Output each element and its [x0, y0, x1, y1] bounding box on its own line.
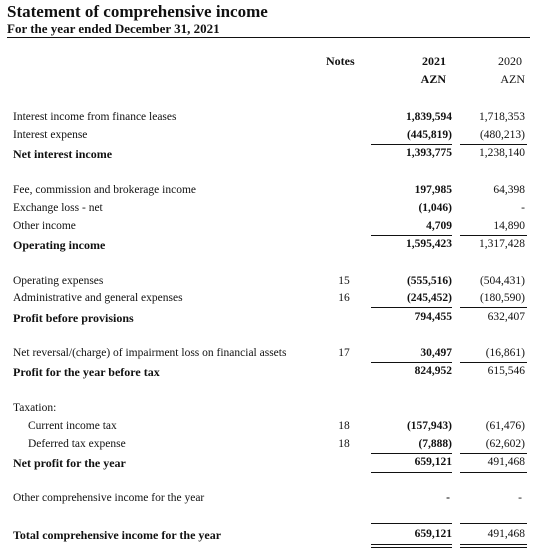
- subtotal-rule: [460, 453, 527, 454]
- total-rule-top: [460, 523, 527, 524]
- note-ref: 17: [338, 347, 350, 359]
- value-2021: (245,452): [406, 292, 452, 304]
- statement-row: [0, 528, 541, 544]
- value-2021: 197,985: [414, 184, 452, 196]
- year-2020-header: 2020: [498, 54, 522, 68]
- note-ref: 15: [338, 275, 350, 287]
- subtotal-rule: [371, 144, 452, 145]
- statement-row: [0, 275, 541, 291]
- row-label: Deferred tax expense: [28, 438, 126, 450]
- value-2021: 30,497: [420, 347, 452, 359]
- subtotal-rule: [460, 235, 527, 236]
- row-label: Interest income from finance leases: [13, 111, 177, 123]
- value-2021: 659,121: [414, 528, 452, 540]
- value-2021: (555,516): [406, 275, 452, 287]
- row-label: Profit for the year before tax: [13, 365, 160, 379]
- value-2020: 491,468: [487, 456, 525, 468]
- double-rule: [460, 544, 527, 545]
- statement-row: [0, 129, 541, 145]
- statement-subtitle: For the year ended December 31, 2021: [7, 21, 220, 36]
- subtotal-rule: [371, 235, 452, 236]
- value-2020: (180,590): [479, 292, 525, 304]
- note-ref: 16: [338, 292, 350, 304]
- statement-row: [0, 402, 541, 418]
- statement-row: [0, 147, 541, 163]
- value-2020: (16,861): [485, 347, 525, 359]
- statement-row: [0, 292, 541, 308]
- notes-column-header: Notes: [326, 54, 355, 68]
- value-2020: -: [518, 492, 522, 504]
- currency-2021-header: AZN: [420, 72, 446, 86]
- statement-row: [0, 184, 541, 200]
- statement-row: [0, 438, 541, 454]
- statement-row: [0, 365, 541, 381]
- double-rule: [371, 544, 452, 545]
- value-2020: 14,890: [493, 220, 525, 232]
- statement-row: [0, 420, 541, 436]
- subtotal-rule: [371, 307, 452, 308]
- value-2020: 1,238,140: [479, 147, 525, 159]
- statement-row: [0, 456, 541, 472]
- statement-row: [0, 220, 541, 236]
- total-rule-top: [371, 523, 452, 524]
- value-2020: 1,718,353: [479, 111, 525, 123]
- row-label: Exchange loss - net: [13, 202, 103, 214]
- value-2021: 1,595,423: [406, 238, 452, 250]
- value-2020: (62,602): [485, 438, 525, 450]
- double-rule: [460, 547, 527, 548]
- section-rule: [460, 472, 527, 473]
- statement-title: Statement of comprehensive income: [7, 2, 268, 21]
- statement-row: [0, 347, 541, 363]
- double-rule: [371, 547, 452, 548]
- value-2021: 4,709: [426, 220, 452, 232]
- section-rule: [371, 472, 452, 473]
- value-2020: 64,398: [493, 184, 525, 196]
- value-2020: -: [521, 202, 525, 214]
- note-ref: 18: [338, 438, 350, 450]
- value-2020: (61,476): [485, 420, 525, 432]
- statement-row: [0, 311, 541, 327]
- year-2021-header: 2021: [422, 54, 446, 68]
- value-2021: (1,046): [418, 202, 452, 214]
- value-2020: 632,407: [487, 311, 525, 323]
- row-label: Net profit for the year: [13, 456, 126, 470]
- value-2021: 1,839,594: [406, 111, 452, 123]
- value-2020: 1,317,428: [479, 238, 525, 250]
- statement-row: [0, 492, 541, 508]
- currency-2020-header: AZN: [500, 72, 525, 86]
- row-label: Interest expense: [13, 129, 88, 141]
- row-label: Administrative and general expenses: [13, 292, 183, 304]
- statement-row: [0, 202, 541, 218]
- value-2020: (480,213): [479, 129, 525, 141]
- row-label: Profit before provisions: [13, 311, 134, 325]
- value-2021: (157,943): [406, 420, 452, 432]
- subtotal-rule: [460, 144, 527, 145]
- value-2020: (504,431): [479, 275, 525, 287]
- row-label: Operating income: [13, 238, 106, 252]
- row-label: Other income: [13, 220, 76, 232]
- title-rule: [7, 37, 530, 38]
- value-2021: 659,121: [414, 456, 452, 468]
- value-2021: -: [446, 492, 450, 504]
- value-2020: 615,546: [487, 365, 525, 377]
- row-label: Taxation:: [13, 402, 57, 414]
- row-label: Current income tax: [28, 420, 117, 432]
- value-2021: (445,819): [406, 129, 452, 141]
- row-label: Operating expenses: [13, 275, 104, 287]
- row-label: Net interest income: [13, 147, 113, 161]
- value-2021: 1,393,775: [406, 147, 452, 159]
- value-2020: 491,468: [487, 528, 525, 540]
- subtotal-rule: [371, 362, 452, 363]
- row-label: Fee, commission and brokerage income: [13, 184, 196, 196]
- value-2021: 824,952: [414, 365, 452, 377]
- row-label: Other comprehensive income for the year: [13, 492, 205, 504]
- subtotal-rule: [460, 362, 527, 363]
- statement-row: [0, 238, 541, 254]
- statement-row: [0, 111, 541, 127]
- row-label: Net reversal/(charge) of impairment loss on financial assets: [13, 347, 287, 359]
- row-label: Total comprehensive income for the year: [13, 528, 222, 542]
- value-2021: 794,455: [414, 311, 452, 323]
- subtotal-rule: [371, 453, 452, 454]
- value-2021: (7,888): [418, 438, 452, 450]
- subtotal-rule: [460, 307, 527, 308]
- note-ref: 18: [338, 420, 350, 432]
